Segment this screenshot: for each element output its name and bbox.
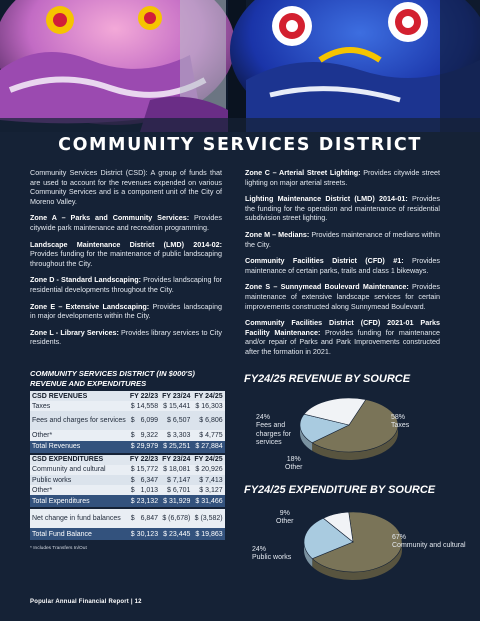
cell-value: $ 31,929 xyxy=(160,495,192,507)
zone-desc: Provides funding for maintenance and/or repair of Parks and Park Improvements constructed after the formation in 2021. xyxy=(245,327,440,356)
dollar-sign: $ xyxy=(128,430,135,440)
zone-paragraph xyxy=(30,240,222,269)
pie-label: 18% Other xyxy=(285,456,303,472)
pie-label: 9% Other xyxy=(276,510,294,526)
cell-value: 29,979 xyxy=(135,441,160,453)
cell-value: $ 6,806 xyxy=(192,411,224,430)
cell-value: $ 25,251 xyxy=(160,441,192,453)
row-label: Other* xyxy=(30,485,128,495)
cell-value: $ 4,775 xyxy=(192,430,224,440)
total-expenditures-row xyxy=(30,495,225,507)
zone-paragraph xyxy=(245,256,440,275)
zone-desc: Provides landscaping in major developments within the City. xyxy=(30,301,223,321)
revenue-row xyxy=(30,401,225,411)
header-year: FY 23/24 xyxy=(162,392,191,400)
zone-paragraph xyxy=(245,318,440,356)
zone-desc: Provides landscaping for residential developments throughout the City. xyxy=(30,275,222,294)
row-label: Taxes xyxy=(30,401,128,411)
header-year: FY 23/24 xyxy=(162,456,191,464)
cell-value: $ 23,445 xyxy=(160,528,192,540)
row-label: Total Fund Balance xyxy=(30,528,128,540)
zone-name: Zone M – Medians: xyxy=(245,229,310,239)
cell-value: $ 7,413 xyxy=(192,475,224,485)
header-year: FY 22/23 xyxy=(128,455,160,465)
revenue-pie-chart xyxy=(298,392,400,466)
pie-label: 24% Fees and charges for services xyxy=(256,414,292,447)
header-year: FY 22/23 xyxy=(128,391,160,401)
zone-paragraph xyxy=(30,302,222,321)
table-title: COMMUNITY SERVICES DISTRICT (IN $000'S) REVENUE AND EXPENDITURES xyxy=(30,369,195,388)
page-footer: Popular Annual Financial Report | 12 xyxy=(30,599,142,605)
dollar-sign: $ xyxy=(128,441,135,453)
table-footnote: * Includes Transfers In/Out xyxy=(30,546,87,551)
expenditure-chart-title: FY24/25 EXPENDITURE BY SOURCE xyxy=(244,484,436,496)
zone-name: Zone C – Arterial Street Lighting: xyxy=(245,168,361,177)
dollar-sign: $ xyxy=(128,475,135,485)
header-year: FY 24/25 xyxy=(194,392,223,400)
net-change-row xyxy=(30,509,225,528)
pie-label: 58% Taxes xyxy=(391,414,410,430)
dollar-sign: $ xyxy=(128,465,135,475)
cell-value: 6,847 xyxy=(135,509,160,528)
cell-value: $ 16,303 xyxy=(192,401,224,411)
cell-value: 6,099 xyxy=(135,411,160,430)
row-label: Community and cultural xyxy=(30,465,128,475)
header-label: CSD EXPENDITURES xyxy=(30,455,128,465)
cell-value: 9,322 xyxy=(135,430,160,440)
revenue-row xyxy=(30,430,225,440)
row-label: Public works xyxy=(30,475,128,485)
zone-paragraph xyxy=(30,328,222,347)
cell-value: $ 3,303 xyxy=(160,430,192,440)
header-label: CSD REVENUES xyxy=(30,391,128,401)
total-revenues-row xyxy=(30,441,225,453)
dollar-sign: $ xyxy=(128,411,135,430)
expenditure-row xyxy=(30,465,225,475)
cell-value: 30,123 xyxy=(135,528,160,540)
zone-name: Lighting Maintenance District (LMD) 2014-01: xyxy=(245,194,408,204)
zone-desc: Provides maintenance of extensive landscape services for certain improvements constructed along Sunnymead Boulevard. xyxy=(245,282,440,311)
row-label: Net change in fund balances xyxy=(30,509,128,528)
zone-paragraph xyxy=(245,230,440,249)
cell-value: $ 6,701 xyxy=(160,485,192,495)
cell-value: $ 31,466 xyxy=(192,495,224,507)
zone-desc: Provides citywide street lighting on major arterial streets. xyxy=(245,168,440,187)
cell-value: 6,347 xyxy=(135,475,160,485)
zone-paragraph xyxy=(30,213,222,232)
dollar-sign: $ xyxy=(128,401,135,411)
zone-name: Zone S – Sunnymead Boulevard Maintenance: xyxy=(245,282,409,292)
zone-name: Landscape Maintenance District (LMD) 2014-02: xyxy=(30,239,222,249)
zone-name: Community Facilities District (CFD) 2021-01 Parks Facility Maintenance: xyxy=(245,318,440,337)
dollar-sign: $ xyxy=(128,528,135,540)
zone-desc: Provides library services to City residents. xyxy=(30,327,222,347)
cell-value: $ 3,127 xyxy=(192,485,224,495)
cell-value: $ 18,081 xyxy=(160,465,192,475)
zone-name: Zone A – Parks and Community Services: xyxy=(30,213,190,223)
zone-desc: Provides the funding for the operation and maintenance of residential subdivision street lighting. xyxy=(245,194,440,223)
left-text-column xyxy=(30,168,222,354)
dollar-sign: $ xyxy=(128,485,135,495)
zone-paragraph xyxy=(245,282,440,311)
pie-label: 24% Public works xyxy=(252,546,292,562)
cell-value: $ 7,147 xyxy=(160,475,192,485)
cell-value: 1,013 xyxy=(135,485,160,495)
zone-paragraph xyxy=(30,275,222,294)
total-fund-balance-row xyxy=(30,528,225,540)
row-label: Total Expenditures xyxy=(30,495,128,507)
page-title: COMMUNITY SERVICES DISTRICT xyxy=(58,135,422,155)
zone-desc: Provides maintenance of certain parks, trails and class 1 bikeways. xyxy=(245,256,440,275)
expenditure-pie-chart xyxy=(302,506,404,586)
zone-name: Zone D - Standard Landscaping: xyxy=(30,275,141,285)
hero-photo xyxy=(0,0,480,132)
lion-dance-photo xyxy=(0,0,480,132)
cell-value: $ 19,863 xyxy=(192,528,224,540)
pie-label: 67% Community and cultural xyxy=(392,534,466,550)
expenditure-row xyxy=(30,475,225,485)
row-label: Other* xyxy=(30,430,128,440)
row-label: Total Revenues xyxy=(30,441,128,453)
row-label: Fees and charges for services xyxy=(30,411,128,430)
zone-desc: Provides citywide park maintenance and recreation programming. xyxy=(30,213,222,232)
intro-paragraph: Community Services District (CSD): A group of funds that are used to account for the revenues expended on various Community Services and is a component unit of the City of Moreno Valley. xyxy=(30,168,222,206)
zone-desc: Provides maintenance of medians within the City. xyxy=(245,229,440,249)
cell-value: $ (3,582) xyxy=(192,509,224,528)
cell-value: $ 27,884 xyxy=(192,441,224,453)
cell-value: $ (6,678) xyxy=(160,509,192,528)
zone-paragraph xyxy=(245,168,440,187)
revenue-chart-title: FY24/25 REVENUE BY SOURCE xyxy=(244,373,411,385)
right-text-column xyxy=(245,168,440,364)
cell-value: 23,132 xyxy=(135,495,160,507)
zone-name: Zone E – Extensive Landscaping: xyxy=(30,301,150,311)
cell-value: $ 6,507 xyxy=(160,411,192,430)
zone-desc: Provides funding for the maintenance of public landscaping throughout the City. xyxy=(30,249,222,268)
revenue-header-row xyxy=(30,391,225,401)
dollar-sign: $ xyxy=(128,509,135,528)
cell-value: 15,772 xyxy=(136,466,159,474)
cell-value: $ 20,926 xyxy=(192,465,224,475)
zone-name: Community Facilities District (CFD) #1: xyxy=(245,256,404,266)
header-year: FY 24/25 xyxy=(194,456,223,464)
zone-name: Zone L - Library Services: xyxy=(30,327,119,337)
revenue-row xyxy=(30,411,225,430)
dollar-sign: $ xyxy=(128,495,135,507)
zone-paragraph xyxy=(245,194,440,223)
financial-table xyxy=(30,391,225,540)
expenditure-row xyxy=(30,485,225,495)
cell-value: 14,558 xyxy=(136,402,159,410)
expenditure-header-row xyxy=(30,455,225,465)
cell-value: $ 15,441 xyxy=(160,401,192,411)
